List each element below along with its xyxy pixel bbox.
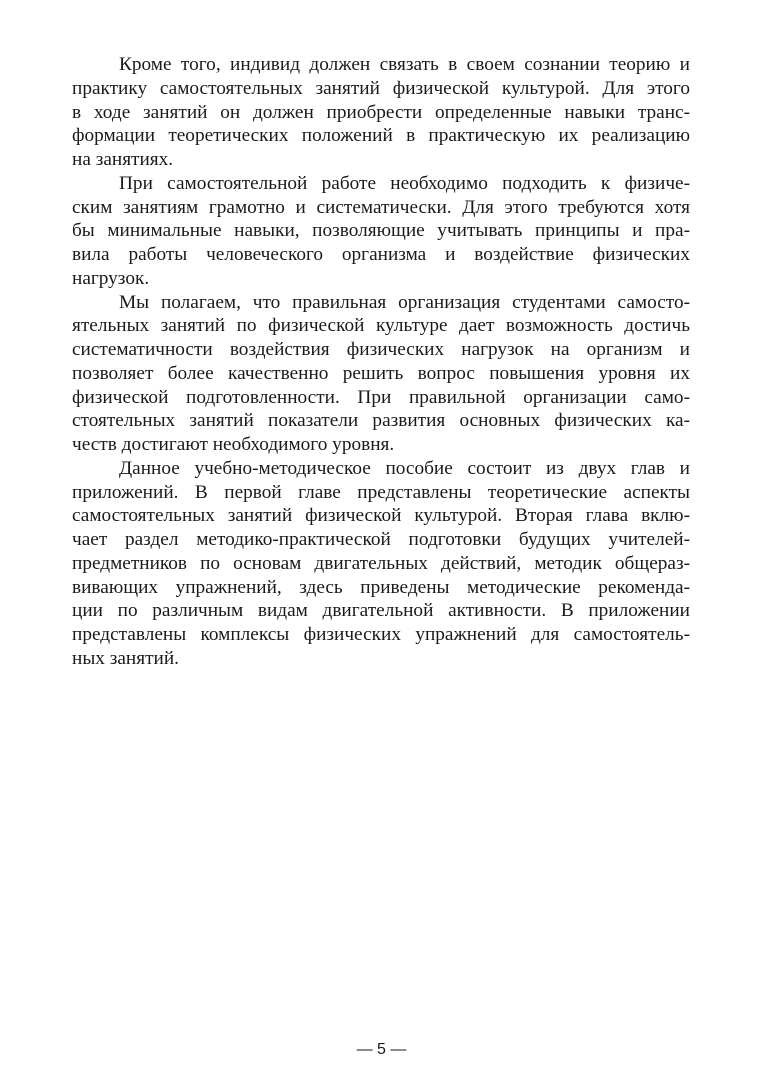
paragraph-1 (72, 53, 690, 172)
text-line: представлены комплексы физических упражнений для самостоятель- (72, 624, 690, 645)
page-body-text (72, 53, 690, 671)
text-line: систематичности воздействия физических нагрузок на организм и (72, 339, 690, 360)
text-line: в ходе занятий он должен приобрести определенные навыки транс- (72, 101, 690, 123)
text-line: самостоятельных занятий физической культурой. Вторая глава вклю- (72, 505, 690, 527)
text-line: чает раздел методико-практической подготовки будущих учителей- (72, 529, 690, 550)
text-line: ятельных занятий по физической культуре дает возможность достичь (72, 315, 690, 337)
page-number: — 5 — (356, 1041, 407, 1058)
text-line: Данное учебно-методическое пособие состоит из двух глав и (119, 457, 690, 479)
paragraph-3 (72, 291, 690, 457)
text-line: стоятельных занятий показатели развития основных физических ка- (72, 410, 690, 432)
paragraph-4 (72, 457, 690, 671)
text-line: на занятиях. (72, 149, 174, 170)
text-line: бы минимальные навыки, позволяющие учитывать принципы и пра- (72, 220, 690, 242)
text-line: вивающих упражнений, здесь приведены методические рекоменда- (72, 576, 690, 598)
text-line: позволяет более качественно решить вопрос повышения уровня их (72, 362, 690, 384)
text-line: вила работы человеческого организма и воздействие физических (72, 244, 690, 265)
text-line: ским занятиям грамотно и систематически. Для этого требуются хотя (72, 196, 690, 218)
text-line: нагрузок. (72, 267, 150, 289)
text-line: Кроме того, индивид должен связать в своем сознании теорию и (119, 54, 690, 75)
text-line: Мы полагаем, что правильная организация студентами самосто- (119, 291, 690, 313)
paragraph-2 (72, 172, 690, 291)
text-line: ных занятий. (72, 647, 179, 669)
text-line: ции по различным видам двигательной активности. В приложении (72, 600, 690, 622)
text-line: При самостоятельной работе необходимо подходить к физиче- (119, 172, 690, 194)
text-line: практику самостоятельных занятий физической культурой. Для этого (72, 77, 690, 99)
text-line: предметников по основам двигательных действий, методик общераз- (72, 552, 690, 574)
text-line: физической подготовленности. При правильной организации само- (72, 386, 690, 408)
text-line: формации теоретических положений в практическую их реализацию (72, 125, 690, 147)
text-line: честв достигают необходимого уровня. (72, 434, 395, 455)
text-line: приложений. В первой главе представлены теоретические аспекты (72, 481, 690, 503)
